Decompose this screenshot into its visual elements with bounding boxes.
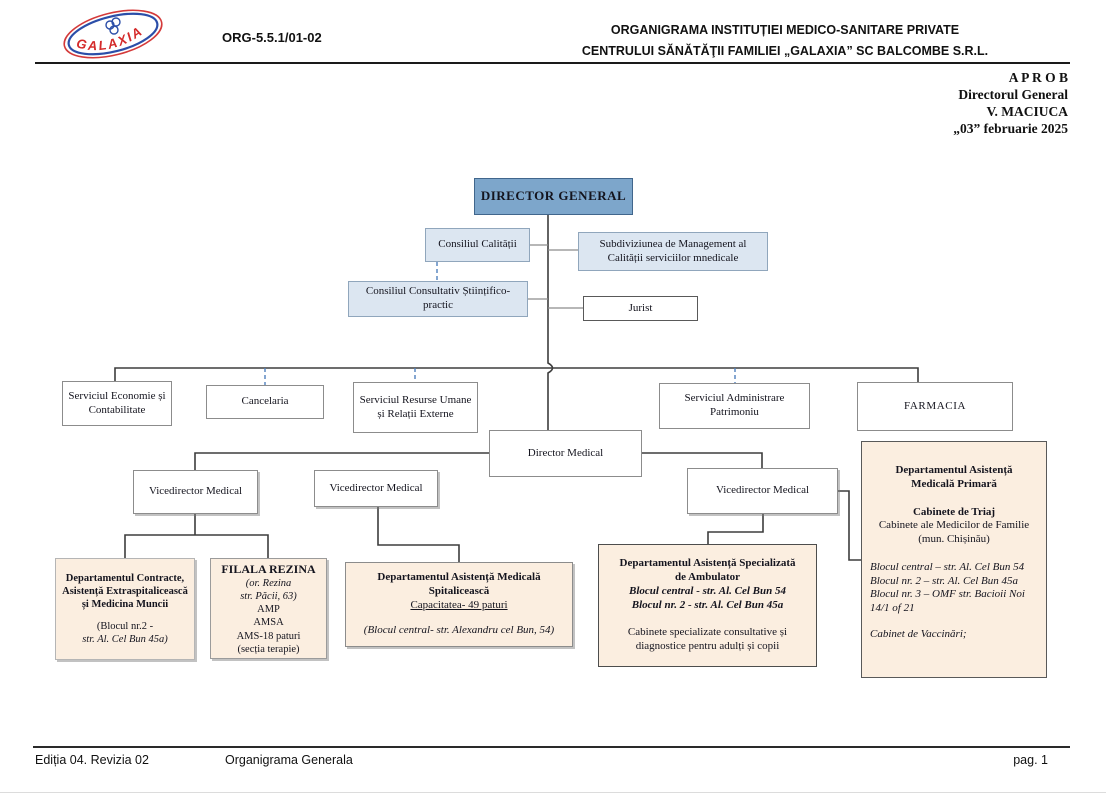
- box-director-medical: Director Medical: [489, 430, 642, 477]
- spitaliceasca-title: Departamentul Asistență Medicală Spitalicească: [377, 571, 541, 597]
- box-subdiviziunea-management: Subdiviziunea de Management al Calității serviciilor mnedicale: [578, 232, 768, 271]
- document-title-line2: CENTRULUI SĂNĂTĂŢII FAMILIEI „GALAXIA” SC BALCOMBE S.R.L.: [581, 44, 989, 59]
- ambulator-desc2: diagnostice pentru adulți și copii: [635, 640, 780, 652]
- vice3-down-connector: [708, 514, 763, 544]
- ambulator-title2: de Ambulator: [674, 571, 741, 583]
- filiala-sub2: str. Păcii, 63): [240, 591, 297, 603]
- filiala-line3: AMS-18 paturi: [236, 630, 301, 642]
- approval-date: „03” februarie 2025: [953, 120, 1068, 136]
- dm-left-connector: [195, 453, 489, 470]
- ambulator-desc1: Cabinete specializate consultative și: [627, 626, 788, 639]
- galaxia-logo: [58, 8, 168, 60]
- footer-doc-name: Organigrama Generala: [225, 753, 353, 767]
- ambulator-title1: Departamentul Asistență Specializată: [619, 557, 796, 570]
- primara-addr2: Blocul nr. 2 – str. Al. Cel Bun 45a: [870, 574, 1018, 587]
- footer-edition: Ediția 04. Revizia 02: [35, 753, 149, 767]
- primara-addr4: 14/1 of 21: [870, 602, 915, 614]
- box-vicedirector-medical-2: Vicedirector Medical: [314, 470, 438, 507]
- filiala-line4: (secția terapie): [237, 643, 300, 655]
- box-jurist: Jurist: [583, 296, 698, 321]
- box-serviciul-resurse: Serviciul Resurse Umane și Relații Externe: [353, 382, 478, 433]
- spitaliceasca-addr: (Blocul central- str. Alexandru cel Bun, 54): [363, 624, 555, 637]
- box-vicedirector-medical-3: Vicedirector Medical: [687, 468, 838, 514]
- box-departament-ambulator: [598, 544, 817, 667]
- box-departament-spitaliceasca: [345, 562, 573, 647]
- ambulator-addr2: Blocul nr. 2 - str. Al. Cel Bun 45a: [631, 598, 784, 611]
- filiala-title: FILALA REZINA: [221, 562, 316, 576]
- box-serviciul-administrare: Serviciul Administrare Patrimoniu: [659, 383, 810, 429]
- primara-addr1: Blocul central – str. Al. Cel Bun 54: [870, 560, 1025, 573]
- primara-sub3: (mun. Chișinău): [918, 533, 990, 545]
- header-divider: [35, 62, 1070, 64]
- box-filiala-rezina: [210, 558, 327, 659]
- services-row-connector: [115, 368, 918, 382]
- vice1-split-connector: [125, 514, 268, 558]
- dm-right-connector: [642, 453, 762, 468]
- document-title-line1: ORGANIGRAMA INSTITUȚIEI MEDICO-SANITARE PRIVATE: [610, 23, 960, 37]
- filiala-line2: AMSA: [253, 617, 284, 629]
- filiala-line1: AMP: [257, 604, 280, 616]
- contracte-addr1: (Blocul nr.2 -: [96, 620, 154, 632]
- primara-title1: Departamentul Asistență: [895, 464, 1013, 476]
- primara-title2: Medicală Primară: [911, 477, 997, 490]
- approval-role: Directorul General: [958, 86, 1068, 102]
- ambulator-addr1: Blocul central - str. Al. Cel Bun 54: [629, 584, 786, 597]
- box-vicedirector-medical-1: Vicedirector Medical: [133, 470, 258, 514]
- approval-block: [953, 70, 1068, 138]
- document-code: ORG-5.5.1/01-02: [222, 30, 322, 45]
- footer-divider: [33, 746, 1070, 748]
- approval-name: V. MACIUCA: [986, 103, 1068, 119]
- primara-sub2: Cabinete ale Medicilor de Familie: [878, 519, 1030, 532]
- box-departament-primara: [861, 441, 1047, 678]
- contracte-title: Departamentul Contracte, Asistență Extraspitalicească și Medicina Muncii: [62, 573, 188, 611]
- filiala-sub1: (or. Rezina: [245, 578, 292, 589]
- spitaliceasca-capacity: Capacitatea- 49 paturi: [410, 598, 508, 611]
- box-consiliul-consultativ: Consiliul Consultativ Științifico-practic: [348, 281, 528, 317]
- box-director-general: DIRECTOR GENERAL: [474, 178, 633, 215]
- vice3-right-connector: [838, 491, 861, 560]
- primara-sub1: Cabinete de Triaj: [912, 505, 996, 518]
- box-consiliul-calitatii: Consiliul Calității: [425, 228, 530, 262]
- document-title: [505, 20, 1065, 63]
- approval-word: A P R O B: [1008, 70, 1068, 85]
- contracte-addr2: str. Al. Cel Bun 45a): [82, 633, 168, 645]
- primara-addr3: Blocul nr. 3 – OMF str. Bacioii Noi: [870, 588, 1025, 601]
- primara-addresses: [865, 561, 1043, 616]
- box-cancelaria: Cancelaria: [206, 385, 324, 419]
- primara-vaccinari: Cabinet de Vaccinări;: [870, 627, 967, 640]
- box-departament-contracte: [55, 558, 195, 660]
- galaxia-logo-icon: [58, 8, 168, 60]
- logo-text: GALAXIA: [75, 22, 146, 54]
- footer-page-number: pag. 1: [1013, 753, 1048, 767]
- box-serviciul-economie: Serviciul Economie și Contabilitate: [62, 381, 172, 426]
- trunk-connector: [548, 215, 553, 430]
- box-farmacia: FARMACIA: [857, 382, 1013, 431]
- vice2-down-connector: [378, 507, 459, 562]
